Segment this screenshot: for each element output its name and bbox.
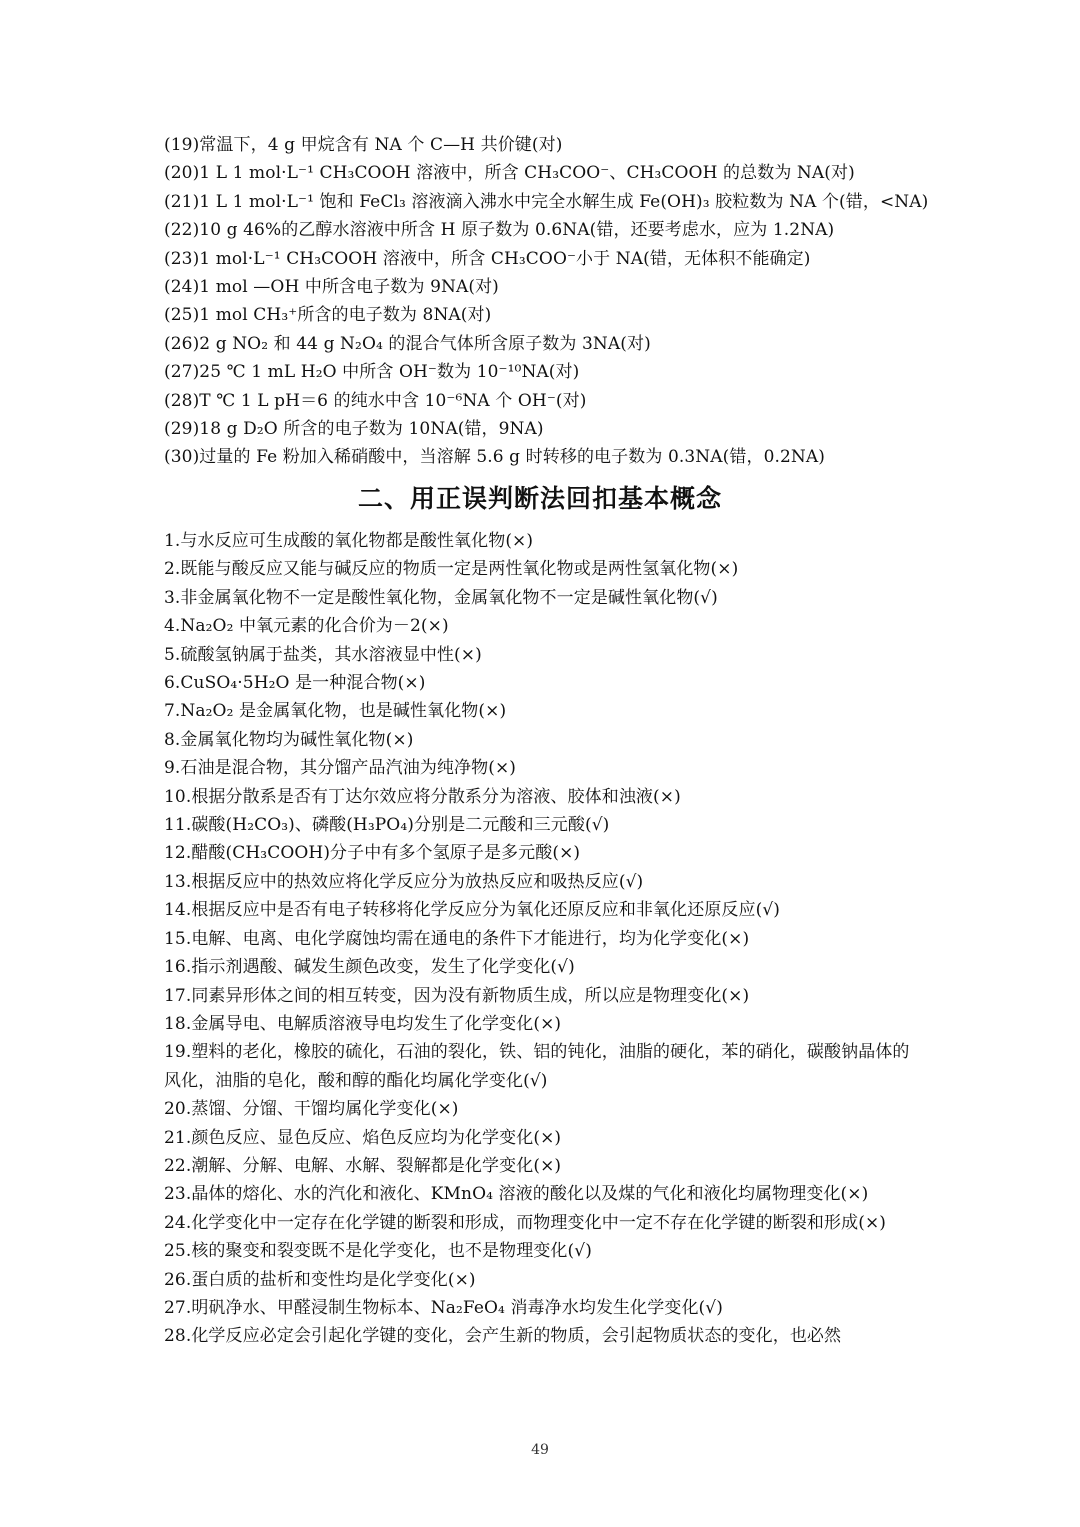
list-item: 14.根据反应中是否有电子转移将化学反应分为氧化还原反应和非氧化还原反应(√) xyxy=(164,900,781,921)
list-item: 4.Na₂O₂ 中氧元素的化合价为－2(×) xyxy=(164,616,449,637)
list-item: (22)10 g 46%的乙醇水溶液中所含 H 原子数为 0.6NA(错，还要考虑水，应为 1.2NA) xyxy=(164,220,835,241)
list-item: 22.潮解、分解、电解、水解、裂解都是化学变化(×) xyxy=(164,1155,562,1176)
list-item: 24.化学变化中一定存在化学键的断裂和形成，而物理变化中一定不存在化学键的断裂和形成(×) xyxy=(164,1212,887,1233)
list-item: 12.醋酸(CH₃COOH)分子中有多个氢原子是多元酸(×) xyxy=(164,843,581,864)
list-item: 21.颜色反应、显色反应、焰色反应均为化学变化(×) xyxy=(164,1127,562,1148)
list-item: (20)1 L 1 mol·L⁻¹ CH₃COOH 溶液中，所含 CH₃COO⁻、CH₃COOH 的总数为 NA(对) xyxy=(164,163,855,184)
list-item: 16.指示剂遇酸、碱发生颜色改变，发生了化学变化(√) xyxy=(164,957,575,978)
list-item: 1.与水反应可生成酸的氧化物都是酸性氧化物(×) xyxy=(164,531,534,551)
list-item: (21)1 L 1 mol·L⁻¹ 饱和 FeCl₃ 溶液滴入沸水中完全水解生成 Fe(OH)₃ 胶粒数为 NA 个(错，<NA) xyxy=(164,191,929,212)
list-item: 18.金属导电、电解质溶液导电均发生了化学变化(×) xyxy=(164,1013,562,1034)
list-item: 17.同素异形体之间的相互转变，因为没有新物质生成，所以应是物理变化(×) xyxy=(164,985,750,1006)
list-item: (23)1 mol·L⁻¹ CH₃COOH 溶液中，所含 CH₃COO⁻小于 NA(错，无体积不能确定) xyxy=(164,248,811,269)
list-item: 5.硫酸氢钠属于盐类，其水溶液显中性(×) xyxy=(164,644,482,665)
list-item: (19)常温下，4 g 甲烷含有 NA 个 C—H 共价键(对) xyxy=(164,135,563,155)
answer-list-top xyxy=(164,131,944,472)
list-item: (28)T ℃ 1 L pH＝6 的纯水中含 10⁻⁶NA 个 OH⁻(对) xyxy=(164,390,587,411)
section-title: 二、用正误判断法回扣基本概念 xyxy=(357,484,722,513)
list-item: (27)25 ℃ 1 mL H₂O 中所含 OH⁻数为 10⁻¹⁰NA(对) xyxy=(164,362,580,383)
list-item: (26)2 g NO₂ 和 44 g N₂O₄ 的混合气体所含原子数为 3NA(对) xyxy=(164,333,651,354)
list-item: (24)1 mol —OH 中所含电子数为 9NA(对) xyxy=(164,276,499,297)
list-item: 15.电解、电离、电化学腐蚀均需在通电的条件下才能进行，均为化学变化(×) xyxy=(164,928,750,949)
list-item: 13.根据反应中的热效应将化学反应分为放热反应和吸热反应(√) xyxy=(164,871,644,892)
list-item: 28.化学反应必定会引起化学键的变化，会产生新的物质，会引起物质状态的变化，也必然 xyxy=(164,1326,842,1347)
list-item: 23.晶体的熔化、水的汽化和液化、KMnO₄ 溶液的酸化以及煤的气化和液化均属物理变化(×) xyxy=(164,1184,869,1205)
list-item: (30)过量的 Fe 粉加入稀硝酸中，当溶解 5.6 g 时转移的电子数为 0.3NA(错，0.2NA) xyxy=(164,447,826,468)
list-item: 10.根据分散系是否有丁达尔效应将分散系分为溶液、胶体和浊液(×) xyxy=(164,786,681,807)
list-item: 26.蛋白质的盐析和变性均是化学变化(×) xyxy=(164,1269,476,1290)
list-item: 7.Na₂O₂ 是金属氧化物，也是碱性氧化物(×) xyxy=(164,701,507,722)
list-item: 3.非金属氧化物不一定是酸性氧化物，金属氧化物不一定是碱性氧化物(√) xyxy=(164,587,718,608)
list-item: 11.碳酸(H₂CO₃)、磷酸(H₃PO₄)分别是二元酸和三元酸(√) xyxy=(164,815,610,836)
list-item: 25.核的聚变和裂变既不是化学变化，也不是物理变化(√) xyxy=(164,1241,592,1262)
judgement-list xyxy=(164,527,924,1351)
list-item: 20.蒸馏、分馏、干馏均属化学变化(×) xyxy=(164,1099,459,1120)
list-item: 19.塑料的老化，橡胶的硫化，石油的裂化，铁、铝的钝化，油脂的硬化，苯的硝化，碳酸钠晶体的风化，油脂的皂化，酸和醇的酯化均属化学变化(√) xyxy=(164,1042,910,1091)
list-item: 6.CuSO₄·5H₂O 是一种混合物(×) xyxy=(164,673,426,694)
page-number: 49 xyxy=(531,1442,549,1458)
list-item: 27.明矾净水、甲醛浸制生物标本、Na₂FeO₄ 消毒净水均发生化学变化(√) xyxy=(164,1297,723,1318)
list-item: (25)1 mol CH₃⁺所含的电子数为 8NA(对) xyxy=(164,305,492,326)
list-item: 8.金属氧化物均为碱性氧化物(×) xyxy=(164,729,414,750)
list-item: (29)18 g D₂O 所含的电子数为 10NA(错，9NA) xyxy=(164,418,544,439)
list-item: 2.既能与酸反应又能与碱反应的物质一定是两性氧化物或是两性氢氧化物(×) xyxy=(164,559,739,580)
list-item: 9.石油是混合物，其分馏产品汽油为纯净物(×) xyxy=(164,758,517,779)
